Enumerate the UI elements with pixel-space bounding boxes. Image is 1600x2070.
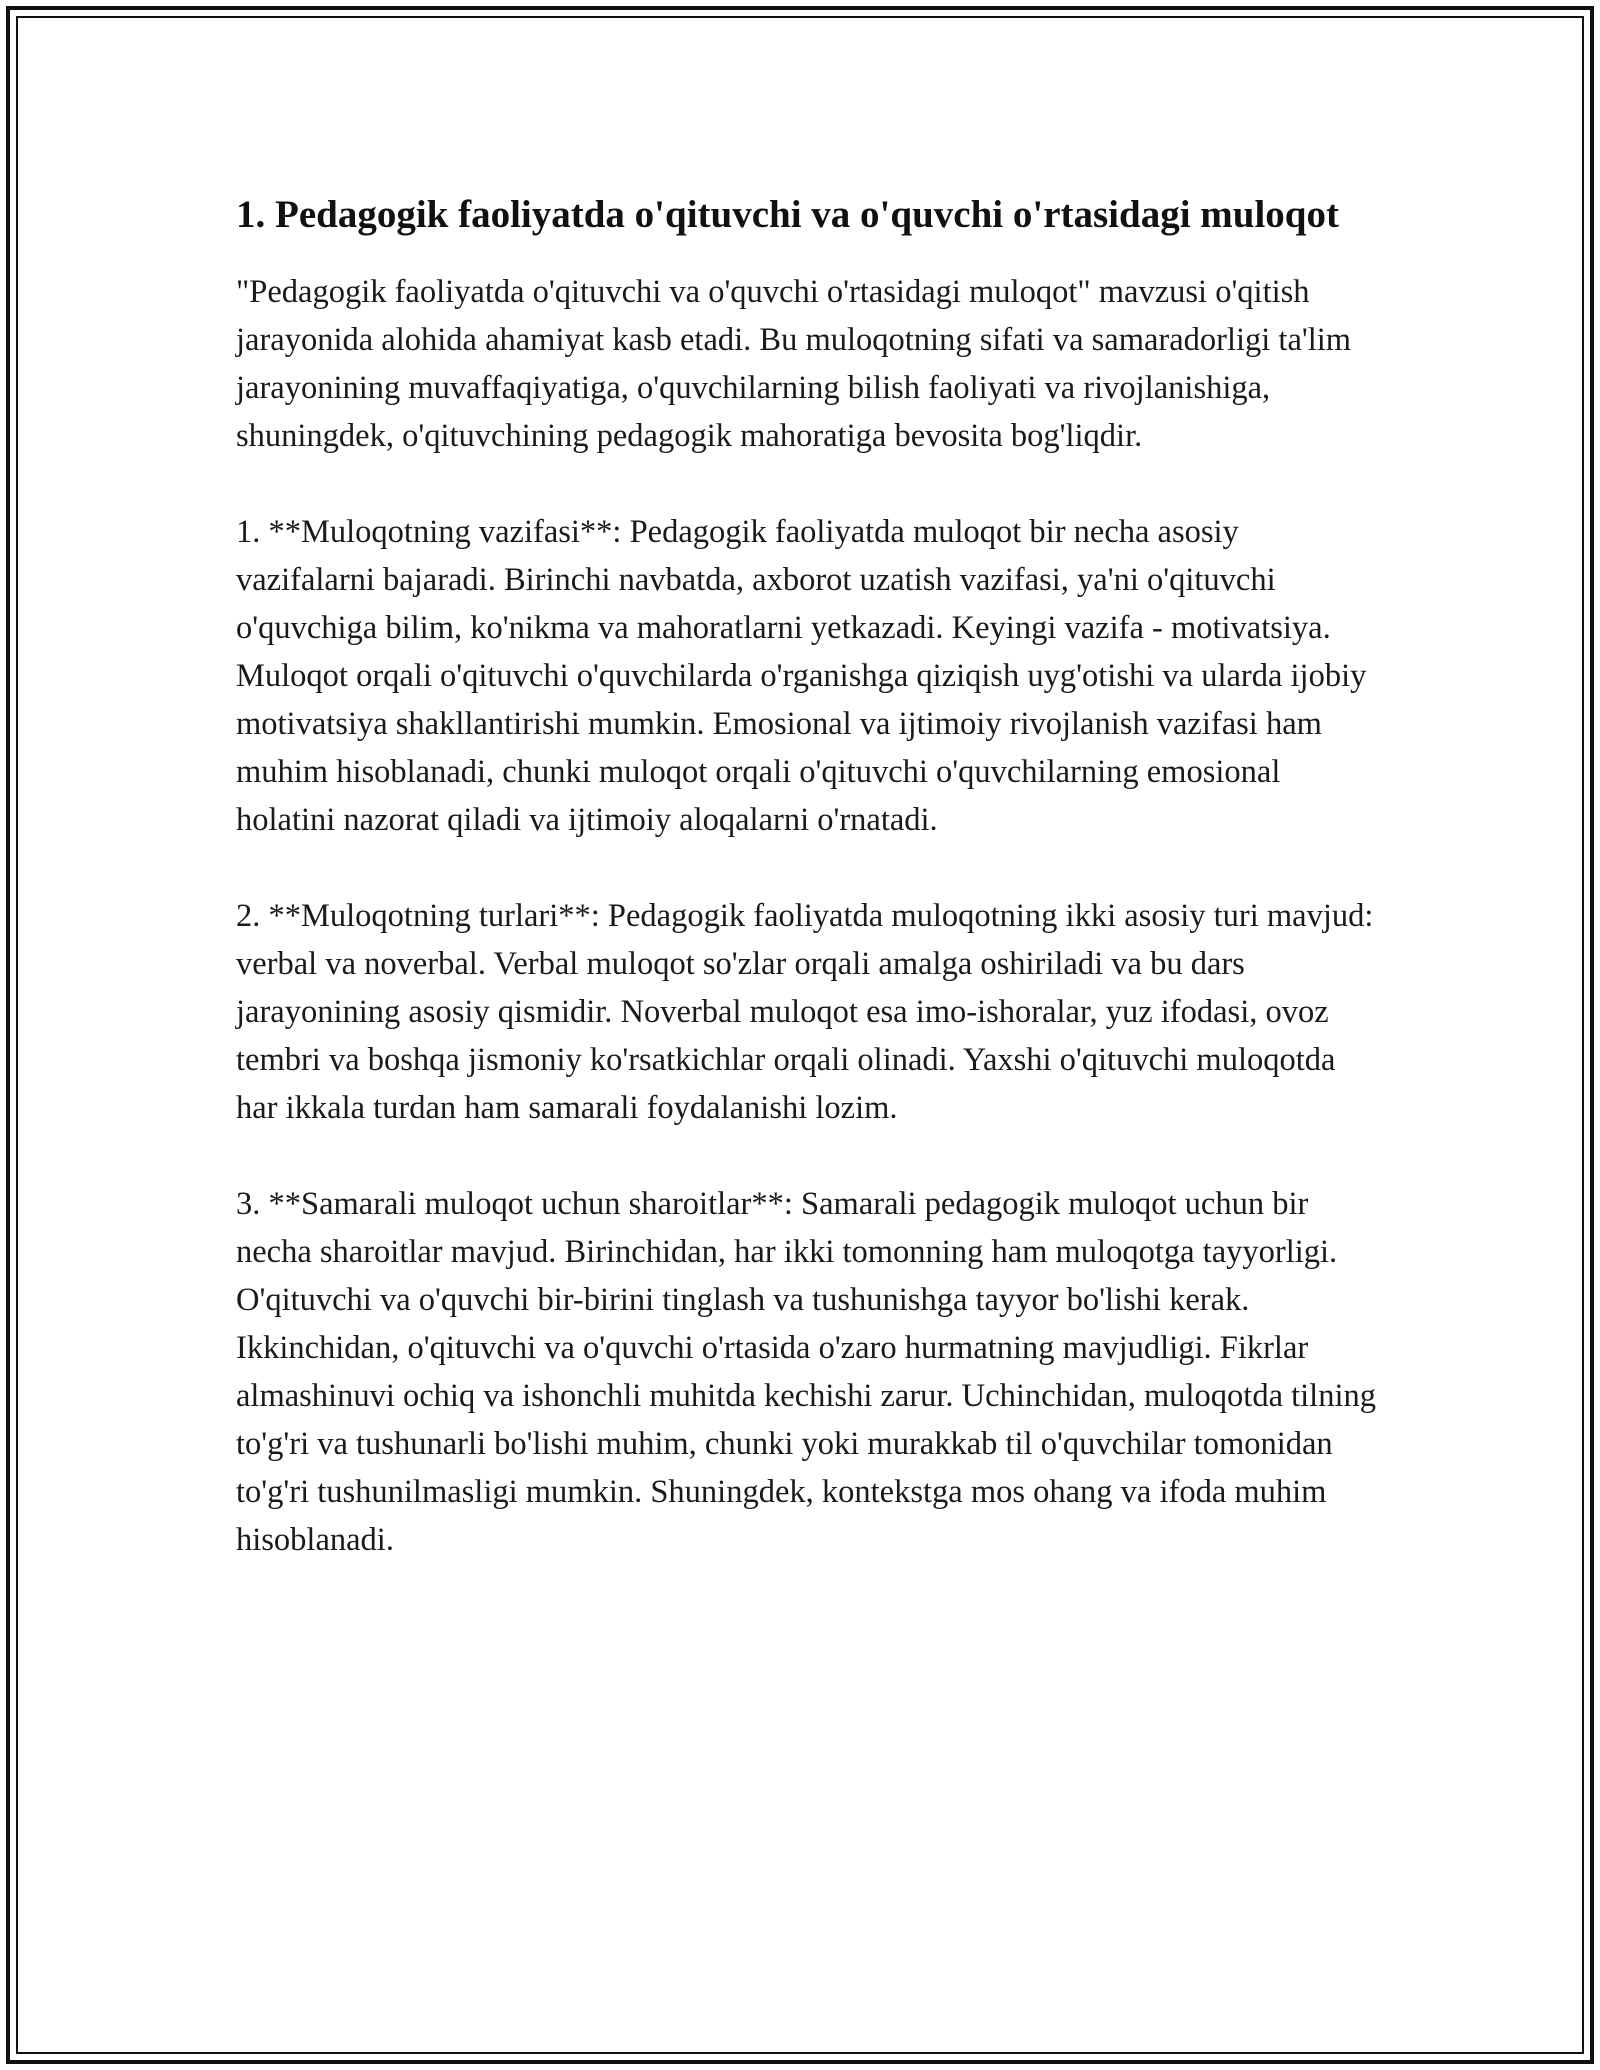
section-2-paragraph: 2. **Muloqotning turlari**: Pedagogik faoliyatda muloqotning ikki asosiy turi mavjud: verbal va noverbal. Verbal muloqot so'zlar orqali amalga oshiriladi va bu dars jarayonining asosiy qismidir. Noverbal muloqot esa imo-ishoralar, yuz ifodasi, ovoz tembri va boshqa jismoniy ko'rsatkichlar orqali olinadi. Yaxshi o'qituvchi muloqotda har ikkala turdan ham samarali foydalanishi lozim. bbox=[236, 898, 1374, 1126]
section-1-paragraph: 1. **Muloqotning vazifasi**: Pedagogik faoliyatda muloqot bir necha asosiy vazifalarni bajaradi. Birinchi navbatda, axborot uzatish vazifasi, ya'ni o'qituvchi o'quvchiga bilim, ko'nikma va mahoratlarni yetkazadi. Keyingi vazifa - motivatsiya. Muloqot orqali o'qituvchi o'quvchilarda o'rganishga qiziqish uyg'otishi va ularda ijobiy motivatsiya shakllantirishi mumkin. Emosional va ijtimoiy rivojlanish vazifasi ham muhim hisoblanadi, chunki muloqot orqali o'qituvchi o'quvchilarning emosional holatini nazorat qiladi va ijtimoiy aloqalarni o'rnatadi. bbox=[236, 514, 1367, 838]
document-title: 1. Pedagogik faoliyatda o'qituvchi va o'quvchi o'rtasidagi muloqot bbox=[236, 193, 1339, 236]
intro-paragraph: "Pedagogik faoliyatda o'qituvchi va o'quvchi o'rtasidagi muloqot" mavzusi o'qitish jarayonida alohida ahamiyat kasb etadi. Bu muloqotning sifati va samaradorligi ta'lim jarayonining muvaffaqiyatiga, o'quvchilarning bilish faoliyati va rivojlanishiga, shuningdek, o'qituvchining pedagogik mahoratiga bevosita bog'liqdir. bbox=[236, 274, 1352, 454]
section-3-paragraph: 3. **Samarali muloqot uchun sharoitlar**: Samarali pedagogik muloqot uchun bir necha sharoitlar mavjud. Birinchidan, har ikki tomonning ham muloqotga tayyorligi. O'qituvchi va o'quvchi bir-birini tinglash va tushunishga tayyor bo'lishi kerak. Ikkinchidan, o'qituvchi va o'quvchi o'rtasida o'zaro hurmatning mavjudligi. Fikrlar almashinuvi ochiq va ishonchli muhitda kechishi zarur. Uchinchidan, muloqotda tilning to'g'ri va tushunarli bo'lishi muhim, chunki yoki murakkab til o'quvchilar tomonidan to'g'ri tushunilmasligi mumkin. Shuningdek, kontekstga mos ohang va ifoda muhim hisoblanadi. bbox=[236, 1186, 1376, 1558]
document-body bbox=[236, 188, 1376, 1612]
